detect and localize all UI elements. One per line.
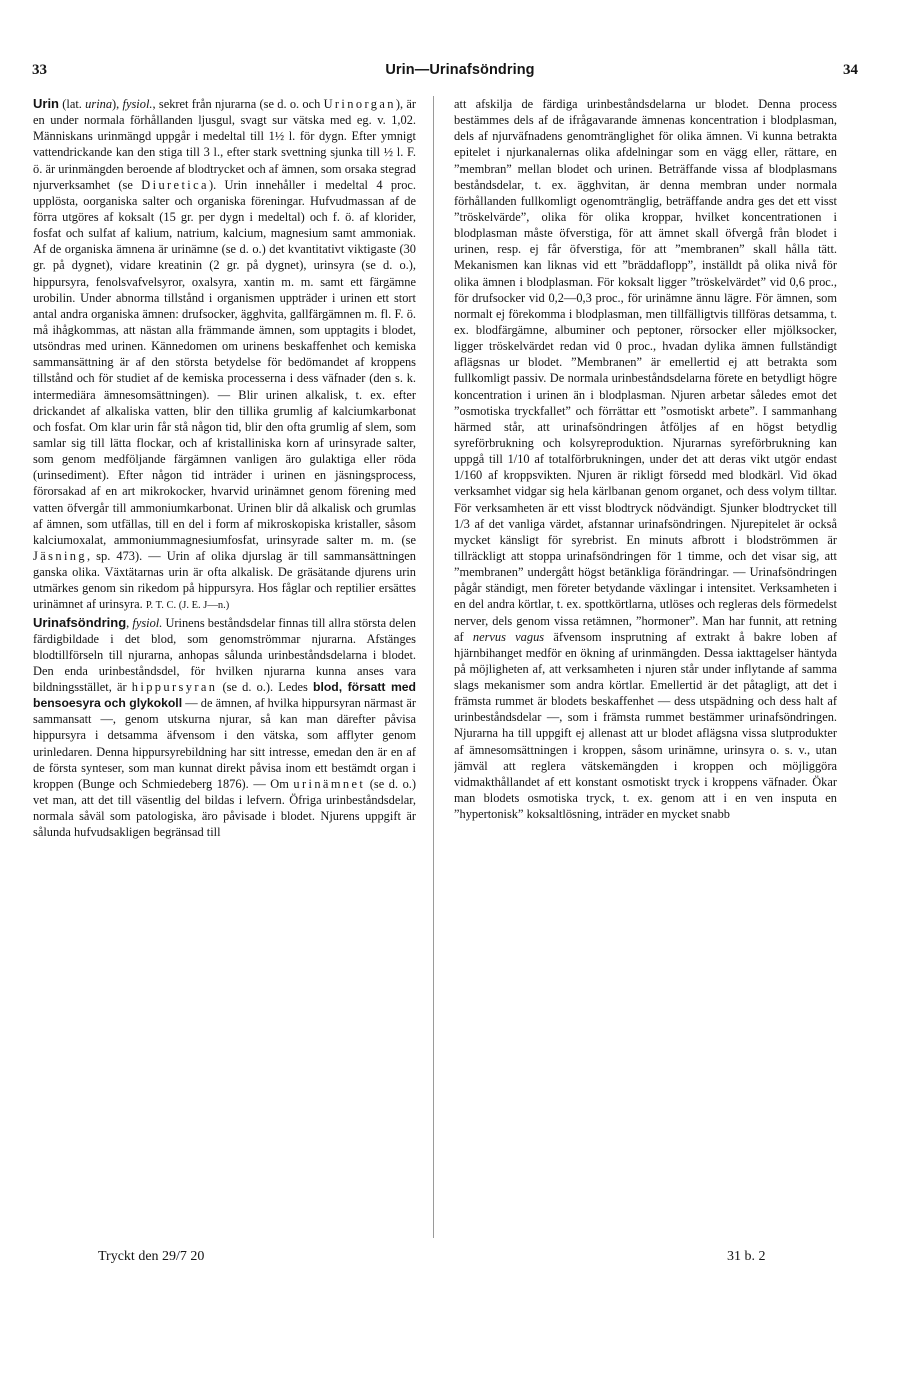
right-column <box>454 96 837 1238</box>
entry-urinafsondring <box>33 615 416 841</box>
text-span: — de ämnen, af hvilka hippursyran närmast är sammansatt —, genom utskurna njurar, så kan man därefter påvisa hippursyra i detsamma äfvensom i den vätska, som afflyter genom urinledaren. Denna hippursyrebildning har sitt intresse, emedan den är en af de första synteser, som man kunnat direkt påvisa inom ett bestämdt organ i kroppen (Bunge och Schmiedeberg 1876). — Om <box>33 696 416 791</box>
continued-text <box>454 96 837 822</box>
bold-phrase: blod, försatt med bensoesyra och glykokoll <box>33 680 416 711</box>
left-page-number: 33 <box>32 62 47 78</box>
left-column <box>33 96 416 1238</box>
text-span: , sp. 473). — Urin af olika djurslag är till sammansättningen ganska olika. Växtätarnas urin är ofta alkalisk. De gräsätande djurens urin utmärkes genom sin rikedom på hippursyra. Hos fåglar och reptilier ersättes urinämnet af urinsyra. <box>33 548 416 612</box>
text-span: (se d. o.). Ledes <box>217 680 314 695</box>
signature-mark: 31 b. 2 <box>727 1249 766 1264</box>
entry-lemma-urinafsondring: Urinafsöndring <box>33 614 127 630</box>
text-span: (se d. o.) vet man, att det till väsentlig del bildas i lefvern. Öfriga urinbeståndsdelar, normala såväl som patologiska, äro påvisade i blodet. Njurens uppgift är sålunda hufvudsakligen begränsad till <box>33 776 416 840</box>
cross-reference: Urinorgan <box>323 97 396 111</box>
latin-term: urina <box>85 97 113 111</box>
text-span: (lat. <box>59 97 86 111</box>
running-header-title: Urin—Urinafsöndring <box>385 62 535 78</box>
entry-lemma-urin: Urin <box>33 96 59 111</box>
text-span: Urinens beståndsdelar finnas till allra största delen färdigbildade i det blod, som genomströmmar njurarna. Afstänges blodtillförseln till njurarna, anhopas sålunda urinbeståndsdelarna i blodet. Den enda urinbeståndsdel, för hvilken njurarna kunna anses vara bildningsstället, är <box>33 615 416 695</box>
entry-urin <box>33 96 416 615</box>
column-divider <box>433 96 434 1238</box>
text-span: , <box>126 615 133 630</box>
cross-reference: urinämnet <box>293 776 366 791</box>
print-date: Tryckt den 29/7 20 <box>98 1249 205 1264</box>
text-span: ), <box>112 97 123 111</box>
cross-reference: hippursyran <box>131 680 218 695</box>
text-span: äfvensom insprutning af extrakt å bakre loben af hjärnbihanget medför en ökning af urinmängden. Dessa iakttagelser häntyda på möjligheten af, att verksamheten i njuren står under inflytande af samma slags mekanismer som andra körtlar. Emellertid är det påtagligt, att det i främsta rummet är blodets beskaffenhet — dess utspädning och dess halt af urinbeståndsdelar —, som i främsta rummet bestämmer urinafsöndringen. Njurarna ha till uppgift ej allenast att ur blodet aflägsna vissa slutprodukter af ämnesomsättningen i kroppen, såsom urinämne, urinsyra o. s. v., utan jämväl att reglera vätskemängden i kroppen och möjliggöra vidmakthållandet af ett konstant osmotiskt tryck i kroppens väfnader. Ökar man blodets osmotiska tryck, t. ex. genom att i en ven insputa en ”hypertonisk” koksaltlösning, inträder en mycket snabb <box>454 629 837 822</box>
subject-label: fysiol. <box>132 615 163 630</box>
latin-term: nervus vagus <box>472 629 545 644</box>
text-span: att afskilja de färdiga urinbeståndsdelarna ur blodet. Denna process bestämmes dels af de ifrågavarande ämnenas koncentration i blodplasman, dels af njurväfnadens genomtränglighet för olika ämnen. Vi kunna betrakta epitelet i njurkanalernas olika afdelningar som en vägg eller, rättare, en ”membran” mellan blodet och urinen. Beträffande vissa af blodplasmans beståndsdelar, t. ex. ägghvitan, är denna membran under normala förhållanden fullkomligt ogenomtränglig, beträffande andra ges det ett visst ”tröskelvärde”, olika för olika kroppar, hvilket koncentrationen i blodplasman måste öfverstiga, för att ämnet skall öfvergå från blodet i urinen, resp. ej får öfverstiga, för att ”membranen” skall hålla tätt. Mekanismen kan liknas vid ett ”bräddaflopp”, inställdt på olika nivå för olika ämnen i blodplasman. För koksalt ligger ”tröskelvärdet” vid 0,6 proc., för drufsocker vid 0,2—0,3 proc., för urinämne ännu lägre. För ämnen, som normalt ej förekomma i blodplasman, men tillfälligtvis tillföras detsamma, t. ex. blodfärgämne, albuminer och peptoner, rörsocker eller mjölksocker, ligger tröskelvärdet redan vid 0 proc., hvadan dylika ämnen fullständigt aflägsnas ur blodet. ”Membranen” är emellertid ej att betrakta som fullkomligt passiv. De normala urinbeståndsdelarna förete en betydligt högre koncentration i urinen än i blodplasman. Njuren arbetar således emot det ”osmotiska tryckfallet” och förrättar ett ”osmotiskt arbete”. I sammanhang härmed står, att urinafsöndringen åtföljes af en högst betydlig syreförbrukning och kolsyreproduktion. Njurarnas syreförbrukning kan uppgå till 1/10 af totalförbrukningen, under det att deras vikt utgör endast 1/160 af kroppsvikten. Njuren är rikligt försedd med blodkärl. Vid ökad verksamhet vidgar sig hela kärlbanan genom organet, och dess volym tilltar. För verksamheten är ett visst blodtryck nödvändigt. Sjunker blodtrycket till 1/3 af det vanliga värdet, afstannar urinafsöndringen. Njurepitelet är också mycket känsligt för syrebrist. En minuts afbrott i blodströmmen är tillräckligt att stoppa urinafsöndringen för 1 timme, och det visar sig, att ”membranen” undergått högst betänkliga förändringar. — Urinafsöndringen pågår ständigt, men företer betydande växlingar i intensitet. Verksamheten i en del andra körtlar, t. ex. spottkörtlarna, utlöses och regleras dels förmedelst nerver, dels genom vissa retämnen, ”hormoner”. Man har funnit, att retning af <box>454 97 837 644</box>
right-page-number: 34 <box>843 62 858 78</box>
author-signature: P. T. C. (J. E. J—n.) <box>145 600 230 612</box>
text-span: ), är en under normala förhållanden ljusgul, svagt sur vätska med eg. v. 1,02. Människans urinmängd uppgår i medeltal till 1½ l. för dygn. Efter ymnigt vattendrickande kan den stiga till 3 l., efter stark svettning sjunka till ½ l. F. ö. är urinmängden beroende af blodtrycket och af ämnen, som orsaka stegrad njurverksamhet (se <box>33 97 416 192</box>
cross-reference: Diuretica <box>141 177 209 192</box>
text-span: , sekret från njurarna (se d. o. och <box>152 97 324 111</box>
subject-label: fysiol. <box>122 97 153 111</box>
cross-reference: Jäsning <box>33 548 87 563</box>
text-span: ). Urin innehåller i medeltal 4 proc. upplösta, oorganiska salter och organiska föreningar. Hufvudmassan af de förra utgöres af koksalt (15 gr. per dygn i medeltal) och f. ö. af klorider, fosfat och sulfat af kalium, natrium, kalcium, magnesium samt ammoniak. Af de organiska ämnena är urinämne (se d. o.) det kvantitativt viktigaste (30 gr. på dygnet), vidare kreatinin (2 gr. på dygnet), urinsyra (se d. o.), hippursyra, fenolsvafvelsyror, oxalsyra, xantin m. m. samt ett färgämne urobilin. Under abnorma tillstånd i organismen uppträder i urinen ett stort antal andra organiska ämnen: drufsocker, ägghvita, gallfärgämnen m. fl. F. ö. må ihågkommas, att nästan alla främmande ämnen, som upptagits i blodet, utsöndras med urinen. Kännedomen om urinens beskaffenhet och kemiska sammansättning är af den största betydelse för bedömandet af kroppens tillstånd och för studiet af de kemiska processerna i dess väfnader (den s. k. intermediära ämnesomsättningen). — Blir urinen alkalisk, t. ex. efter drickandet af alkaliska vatten, blir den tillika grumlig af kalciumkarbonat och fosfat. Om klar urin får stå någon tid, blir den ofta grumlig af slem, som samlar sig till lätta flockar, och af kristalliniska korn af urinsyrade salter, som genom medföljande färgämnen vanligen äro gulaktiga eller röda (urinsediment). Efter någon tid inträder i urinen en jäsningsprocess, förorsakad af en art mikrokocker, hvarvid urinämnet genom förening med vatten öfvergår till ammoniumkarbonat. Urinen blir då alkalisk och grumlas af ämnen, som utfällas, till en del i form af mikroskopiska kristaller, såsom kalciumoxalat, ammoniummagnesiumfosfat, urinsyrade salter m. m. (se <box>33 177 416 547</box>
